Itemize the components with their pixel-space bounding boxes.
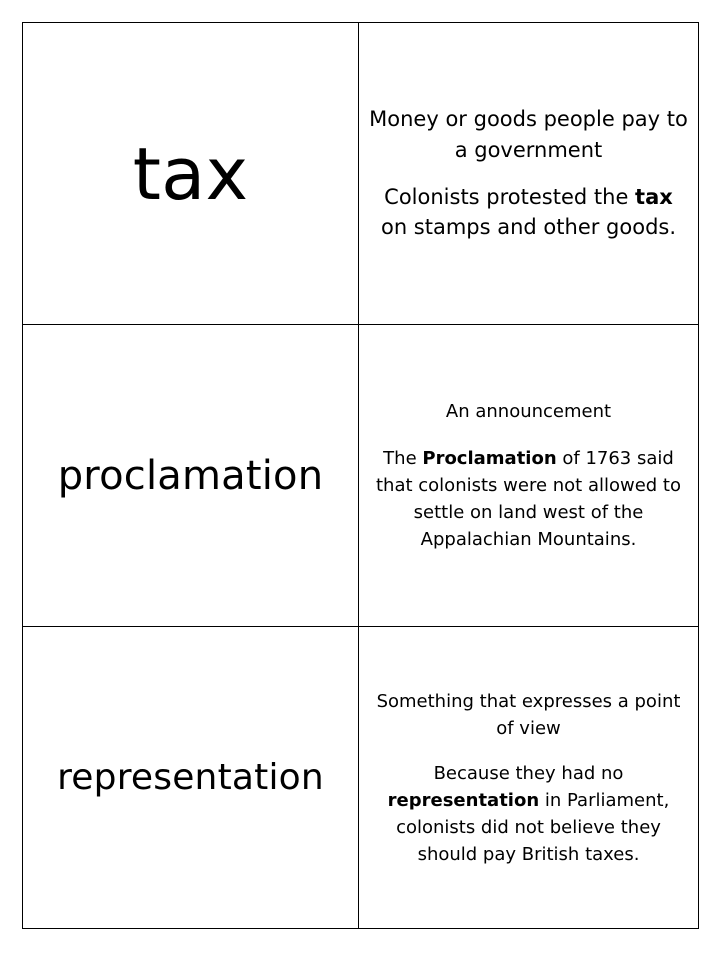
- definition-text: Money or goods people pay to a government: [369, 107, 688, 162]
- vocab-row: [23, 325, 699, 627]
- term-cell: [23, 23, 359, 325]
- sentence-keyword: representation: [387, 789, 540, 811]
- sentence-text: Because they had no: [433, 762, 624, 784]
- definition-cell: [359, 325, 699, 627]
- sentence-keyword: tax: [635, 185, 673, 209]
- term-word: representation: [57, 757, 324, 798]
- term-cell: [23, 325, 359, 627]
- vocabulary-card-table: [22, 22, 699, 929]
- definition-text: Something that expresses a point of view: [376, 690, 681, 739]
- term-word: proclamation: [57, 452, 324, 499]
- example-sentence: [369, 182, 688, 243]
- vocab-row: [23, 23, 699, 325]
- sentence-text: of 1763 said that colonists were not allowed to settle on land west of the Appalachian Mountains.: [376, 448, 681, 550]
- definition-cell: [359, 23, 699, 325]
- definition-text: An announcement: [445, 401, 612, 422]
- sentence-text: The: [383, 448, 423, 469]
- vocab-row: [23, 627, 699, 929]
- definition-cell: [359, 627, 699, 929]
- sentence-text: in Parliament, colonists did not believe they should pay British taxes.: [396, 789, 670, 865]
- sentence-keyword: Proclamation: [422, 448, 557, 469]
- sentence-text: Colonists protested the: [384, 185, 636, 209]
- term-word: tax: [132, 131, 249, 216]
- example-sentence: [369, 760, 688, 868]
- example-sentence: [369, 445, 688, 553]
- sentence-text: on stamps and other goods.: [380, 215, 677, 240]
- term-cell: [23, 627, 359, 929]
